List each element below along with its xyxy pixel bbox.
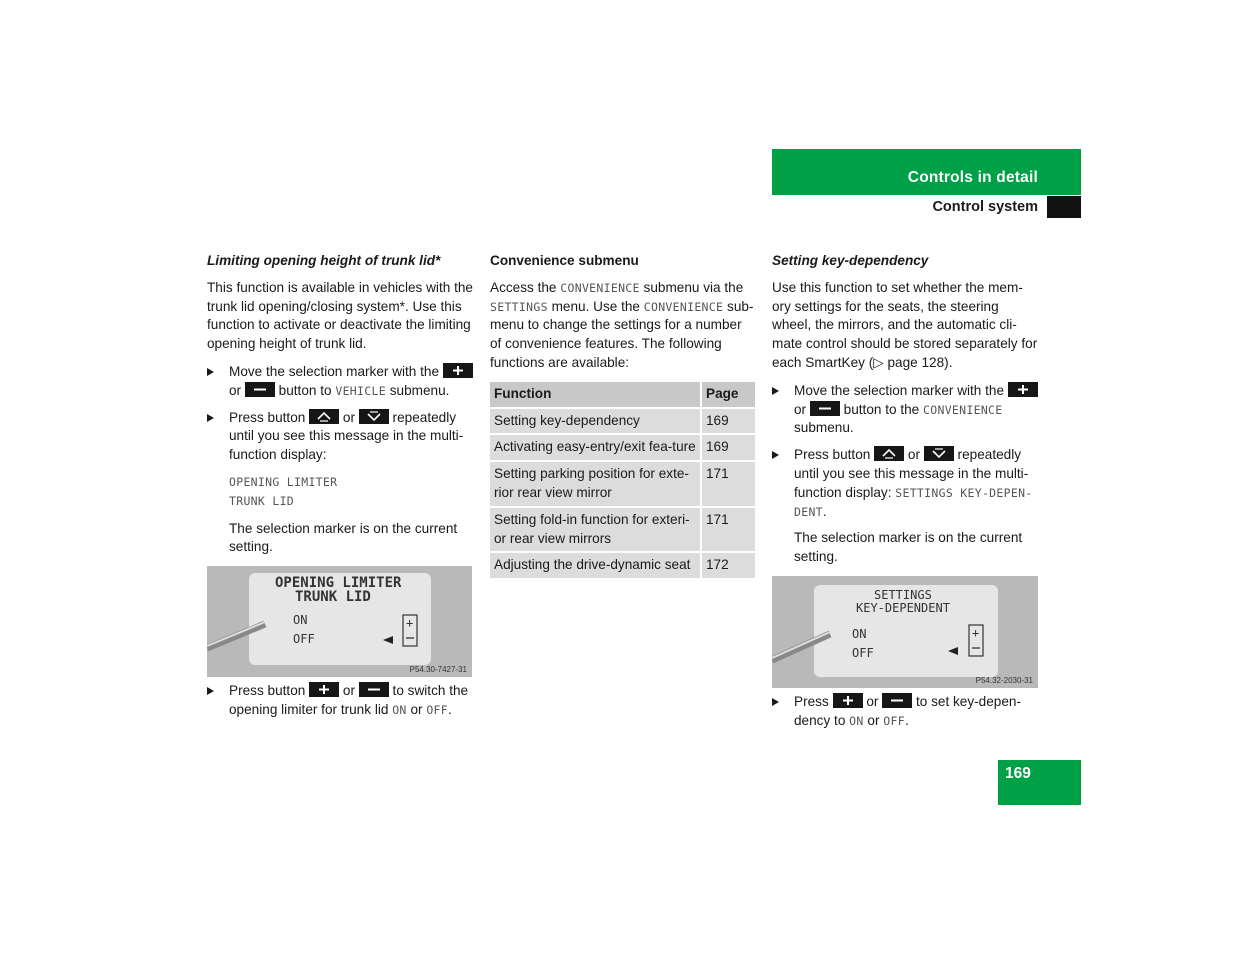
figure-code: P54.30-7427-31 [409,665,467,675]
table-row [490,461,755,507]
table-row [490,408,755,435]
column-trunk-lid [207,252,473,728]
down-arrow-key-icon [924,446,954,461]
table-cell-page: 171 [701,507,755,553]
table-cell-page: 171 [701,461,755,507]
table-row [490,552,755,579]
figure-on: ON [852,626,867,641]
bullet-triangle-icon [207,414,214,422]
bullet-triangle-icon [207,687,214,695]
section-header-band [772,149,1081,195]
svg-text:+: + [406,616,414,631]
table-cell-page: 172 [701,552,755,579]
table-row [490,434,755,461]
subsection-marker [1047,196,1081,218]
intro-key-dependency: Use this function to set whether the mem-ory settings for the seats, the steering wheel, the mirrors, and the automatic cli-mate control should be stored separately for each SmartKey (▷ page 128). [772,279,1038,370]
heading-convenience: Convenience submenu [490,253,639,268]
table-cell-page: 169 [701,434,755,461]
step-move-marker: Move the selection marker with the or button to the CONVENIENCE submenu. [772,382,1040,438]
figure-off: OFF [852,645,874,660]
table-header-page: Page [701,382,755,408]
section-title: Controls in detail [907,169,1038,186]
figure-on: ON [293,613,308,628]
step-switch-limiter: Press button or to switch the opening limiter for trunk lid ON or OFF. [207,682,473,720]
minus-key-icon [810,401,840,416]
display-figure-trunk-lid [207,566,472,677]
column-convenience [490,252,756,580]
figure-off: OFF [293,632,315,647]
display-message-line2: TRUNK LID [229,493,295,508]
table-cell-function: Adjusting the drive-dynamic seat [490,552,701,579]
bullet-triangle-icon [207,368,214,376]
display-figure-key-dependency [772,576,1038,688]
minus-key-icon [359,682,389,697]
minus-key-icon [882,693,912,708]
minus-key-icon [245,382,275,397]
figure-line2: KEY-DEPENDENT [856,600,950,615]
display-message-line1: OPENING LIMITER [229,474,338,489]
functions-table [490,382,755,580]
table-cell-page: 169 [701,408,755,435]
table-cell-function: Setting fold-in function for exteri-or rear view mirrors [490,507,701,553]
step-set-key-dependency: Press or to set key-depen-dency to ON or OFF. [772,693,1040,731]
table-cell-function: Activating easy-entry/exit fea-ture [490,434,701,461]
page-number: 169 [1005,765,1031,782]
plus-key-icon [309,682,339,697]
bullet-triangle-icon [772,387,779,395]
heading-trunk-lid: Limiting opening height of trunk lid* [207,253,441,268]
heading-key-dependency: Setting key-dependency [772,253,929,268]
up-arrow-key-icon [309,409,339,424]
subsection-title: Control system [932,199,1038,215]
selection-note: The selection marker is on the current setting. [229,520,458,555]
step-press-button: Press button or repeatedly until you see this message in the multi-function display: [207,409,473,465]
table-row [490,507,755,553]
step-press-button: Press button or repeatedly until you see this message in the multi-function display: SETTINGS KEY-DEPEN-DENT. [772,446,1040,521]
figure-code: P54.32-2030-31 [975,675,1033,685]
plus-key-icon [443,363,473,378]
plus-key-icon [833,693,863,708]
svg-text:+: + [972,625,980,640]
intro-convenience: Access the CONVENIENCE submenu via the SETTINGS menu. Use the CONVENIENCE sub-menu to change the settings for a number of convenience features. The following functions are available: [490,279,754,370]
figure-line2: TRUNK LID [295,589,371,606]
selection-note: The selection marker is on the current setting. [794,530,1023,565]
page-number-badge [998,760,1081,805]
table-header-row [490,382,755,408]
intro-trunk-lid: This function is available in vehicles with the trunk lid opening/closing system*. Use this function to activate or deactivate the limiting opening height of trunk lid. [207,279,473,352]
plus-key-icon [1008,382,1038,397]
figure-line1: OPENING LIMITER [275,575,402,592]
table-cell-function: Setting parking position for exte-rior rear view mirror [490,461,701,507]
bullet-triangle-icon [772,451,779,459]
up-arrow-key-icon [874,446,904,461]
table-header-function: Function [490,382,701,408]
bullet-triangle-icon [772,698,779,706]
down-arrow-key-icon [359,409,389,424]
figure-line1: SETTINGS [874,587,932,602]
column-key-dependency [772,252,1040,739]
step-move-marker: Move the selection marker with the or button to VEHICLE submenu. [207,363,473,401]
table-cell-function: Setting key-dependency [490,408,701,435]
